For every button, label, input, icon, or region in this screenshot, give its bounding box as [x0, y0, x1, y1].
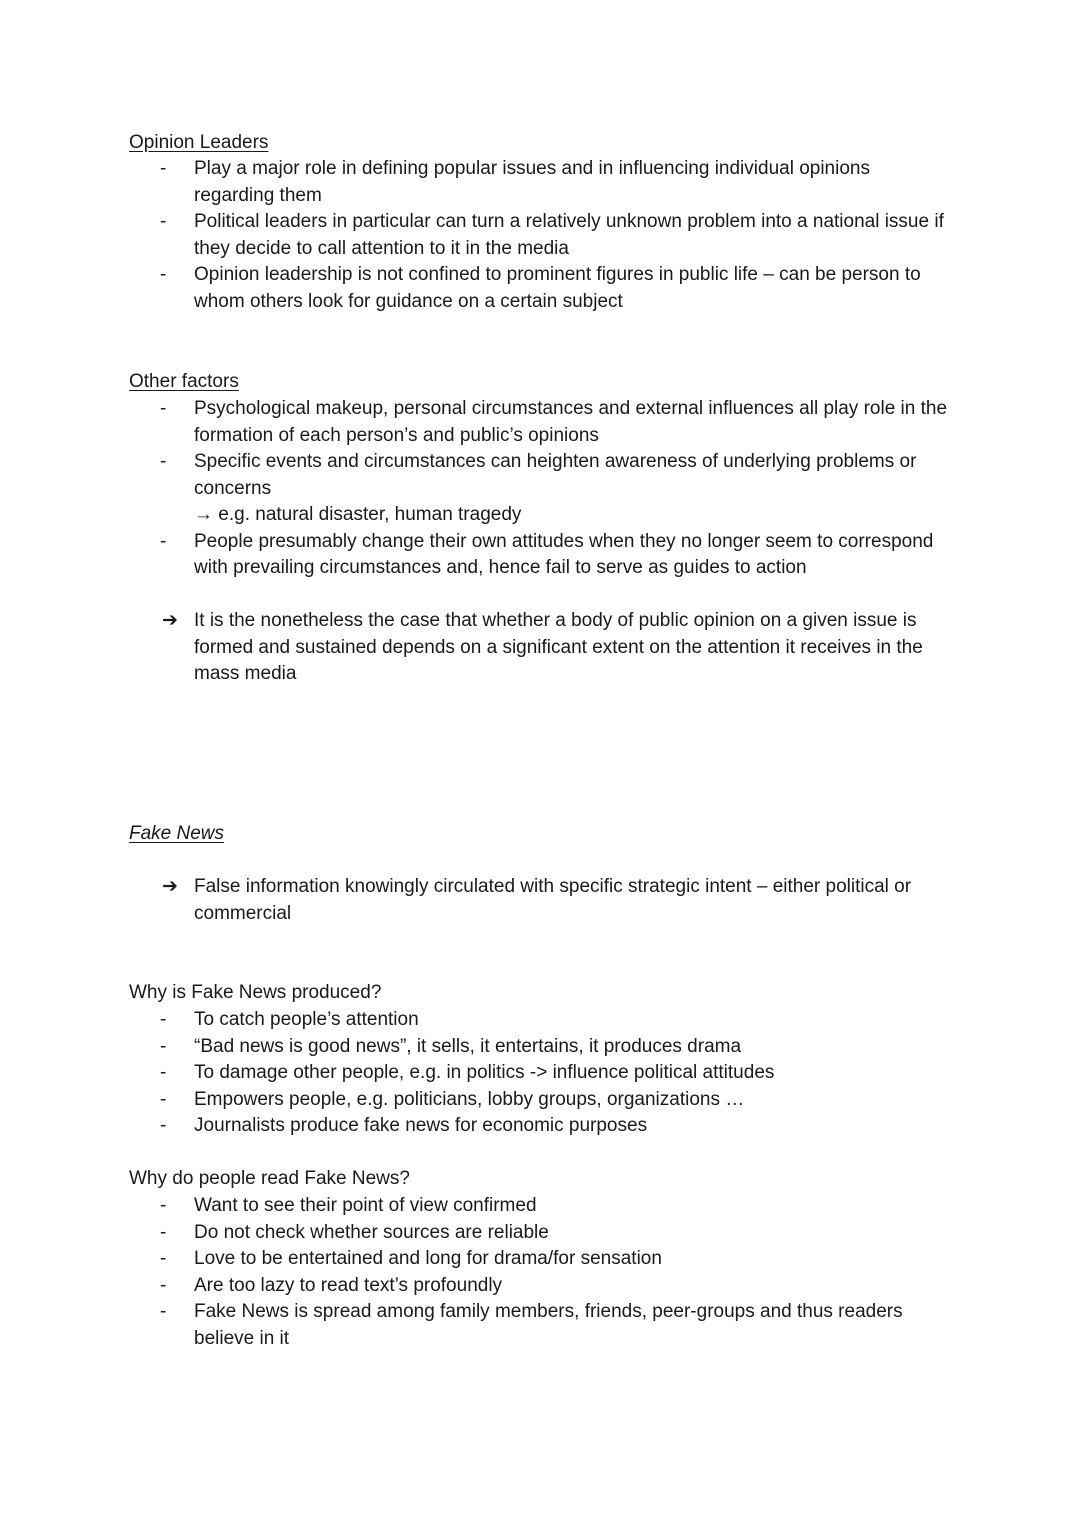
fake-news-definition-block — [0, 874, 960, 927]
list-item — [0, 1246, 954, 1273]
fake-news-definition: False information knowingly circulated with specific strategic intent – either political or commercial — [194, 876, 912, 924]
list-item-text: Love to be entertained and long for drama/for sensation — [194, 1248, 662, 1269]
why-produced-list — [0, 1007, 954, 1140]
dash-bullet: - — [160, 1301, 167, 1322]
list-item — [0, 1299, 954, 1352]
list-item-text: Empowers people, e.g. politicians, lobby groups, organizations … — [194, 1088, 745, 1110]
list-item-text: Are too lazy to read text’s profoundly — [194, 1274, 503, 1296]
conclusion-block — [0, 608, 960, 688]
list-item-text: Fake News is spread among family members, friends, peer-groups and thus readers believe in it — [194, 1301, 903, 1349]
arrow-right-icon: ➔ — [162, 876, 178, 897]
list-item-text: Want to see their point of view confirmed — [194, 1195, 537, 1216]
dash-bullet: - — [160, 1035, 167, 1057]
list-item — [0, 1193, 954, 1220]
list-item-text: Play a major role in defining popular issues and in influencing individual opinions regarding them — [194, 158, 870, 206]
dash-bullet: - — [160, 1221, 167, 1243]
list-item — [0, 1060, 954, 1087]
list-item — [0, 1273, 954, 1300]
list-item — [0, 1034, 954, 1061]
list-item — [0, 156, 954, 209]
example-note: → e.g. natural disaster, human tragedy — [194, 504, 522, 525]
dash-bullet: - — [160, 211, 167, 232]
section-heading-why-produced: Why is Fake News produced? — [129, 982, 382, 1003]
dash-bullet: - — [160, 158, 167, 179]
list-item-text: Political leaders in particular can turn a relatively unknown problem into a national issue if they decide to call attention to it in the media — [194, 211, 944, 259]
dash-bullet: - — [160, 1009, 167, 1030]
list-item-text: “Bad news is good news”, it sells, it entertains, it produces drama — [194, 1035, 742, 1057]
list-item-text: To catch people’s attention — [194, 1009, 419, 1030]
arrow-right-icon: ➔ — [162, 610, 178, 631]
dash-bullet: - — [160, 1248, 167, 1269]
list-item-text: People presumably change their own attitudes when they no longer seem to correspond with prevailing circumstances and, hence fail to serve as guides to action — [194, 530, 934, 578]
list-item — [0, 449, 959, 529]
dash-bullet: - — [160, 530, 167, 552]
list-item-text: To damage other people, e.g. in politics -> influence political attitudes — [194, 1062, 775, 1083]
list-item-text: Opinion leadership is not confined to prominent figures in public life – can be person to whom others look for guidance on a certain subject — [194, 264, 921, 312]
dash-bullet: - — [160, 451, 167, 472]
dash-bullet: - — [160, 1115, 167, 1136]
list-item — [0, 396, 954, 449]
opinion-leaders-list — [0, 156, 954, 315]
list-item-text: Specific events and circumstances can heighten awareness of underlying problems or concerns — [194, 451, 917, 499]
list-item — [0, 1087, 954, 1114]
dash-bullet: - — [160, 264, 167, 285]
why-read-list — [0, 1193, 954, 1352]
list-item-text: Journalists produce fake news for economic purposes — [194, 1115, 648, 1136]
list-item-text: Psychological makeup, personal circumstances and external influences all play role in the formation of each person’s and public’s opinions — [194, 398, 948, 446]
dash-bullet: - — [160, 1274, 167, 1296]
dash-bullet: - — [160, 1195, 167, 1216]
section-heading-why-read: Why do people read Fake News? — [129, 1168, 410, 1189]
dash-bullet: - — [160, 1062, 167, 1083]
conclusion-text: It is the nonetheless the case that whether a body of public opinion on a given issue is formed and sustained depends on a significant extent on the attention it receives in the mass media — [194, 610, 923, 684]
list-item — [0, 1220, 954, 1247]
list-item — [0, 529, 954, 582]
list-item — [0, 262, 954, 315]
list-item-text: Do not check whether sources are reliable — [194, 1221, 549, 1243]
list-item — [0, 1113, 954, 1140]
other-factors-list — [0, 396, 959, 582]
list-item — [0, 1007, 954, 1034]
list-item — [0, 209, 954, 262]
dash-bullet: - — [160, 1088, 167, 1110]
section-heading-opinion-leaders: Opinion Leaders — [129, 132, 269, 153]
section-heading-fake-news: Fake News — [129, 823, 225, 844]
section-heading-other-factors: Other factors — [129, 371, 239, 392]
dash-bullet: - — [160, 398, 167, 419]
